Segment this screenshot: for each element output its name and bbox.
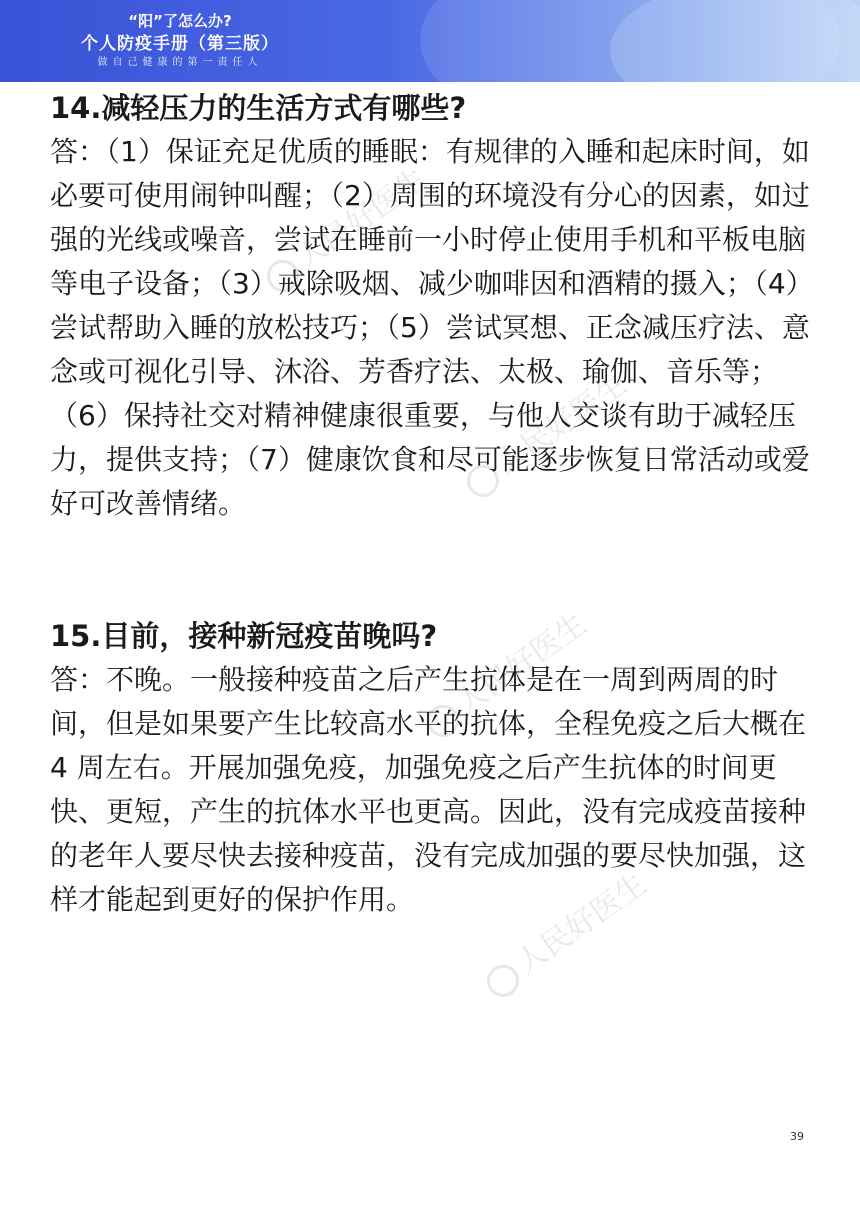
section-body: 答：不晚。一般接种疫苗之后产生抗体是在一周到两周的时间，但是如果要产生比较高水平的抗体，全程免疫之后大概在 4 周左右。开展加强免疫，加强免疫之后产生抗体的时间更快、更短，产生的抗体水平也更高。因此，没有完成疫苗接种的老年人要尽快去接种疫苗，没有完成加强的要尽快加强，这样才能起到更好的保护作用。 [50,663,807,916]
section-spacer [50,526,815,614]
section-heading: 14.减轻压力的生活方式有哪些? [50,91,467,125]
banner-title-block [60,10,300,70]
banner-subtitle: “阳”了怎么办? [128,12,232,30]
watermark: 人民好医生 [414,600,593,744]
page-number: 39 [790,1130,804,1143]
watermark: 人民好医生 [454,360,633,504]
watermark: 人民好医生 [474,860,653,1004]
banner-title: 个人防疫手册（第三版） [81,34,279,54]
watermark-logo-icon [480,958,525,1003]
section-body: 答：（1）保证充足优质的睡眠：有规律的入睡和起床时间，如必要可使用闹钟叫醒；（2）周围的环境没有分心的因素，如过强的光线或噪音，尝试在睡前一小时停止使用手机和平板电脑等电子设备；（3）戒除吸烟、减少咖啡因和酒精的摄入；（4）尝试帮助入睡的放松技巧；（5）尝试冥想、正念减压疗法、意念或可视化引导、沐浴、芳香疗法、太极、瑜伽、音乐等；（6）保持社交对精神健康很重要，与他人交谈有助于减轻压力，提供支持；（7）健康饮食和尽可能逐步恢复日常活动或爱好可改善情绪。 [50,135,814,520]
watermark: 人民好医生 [254,155,433,299]
banner-decoration [610,0,860,82]
header-banner [0,0,860,82]
page-content [50,86,815,922]
banner-slogan: 做自己健康的第一责任人 [97,57,263,68]
section-heading: 15.目前，接种新冠疫苗晚吗? [50,619,438,653]
